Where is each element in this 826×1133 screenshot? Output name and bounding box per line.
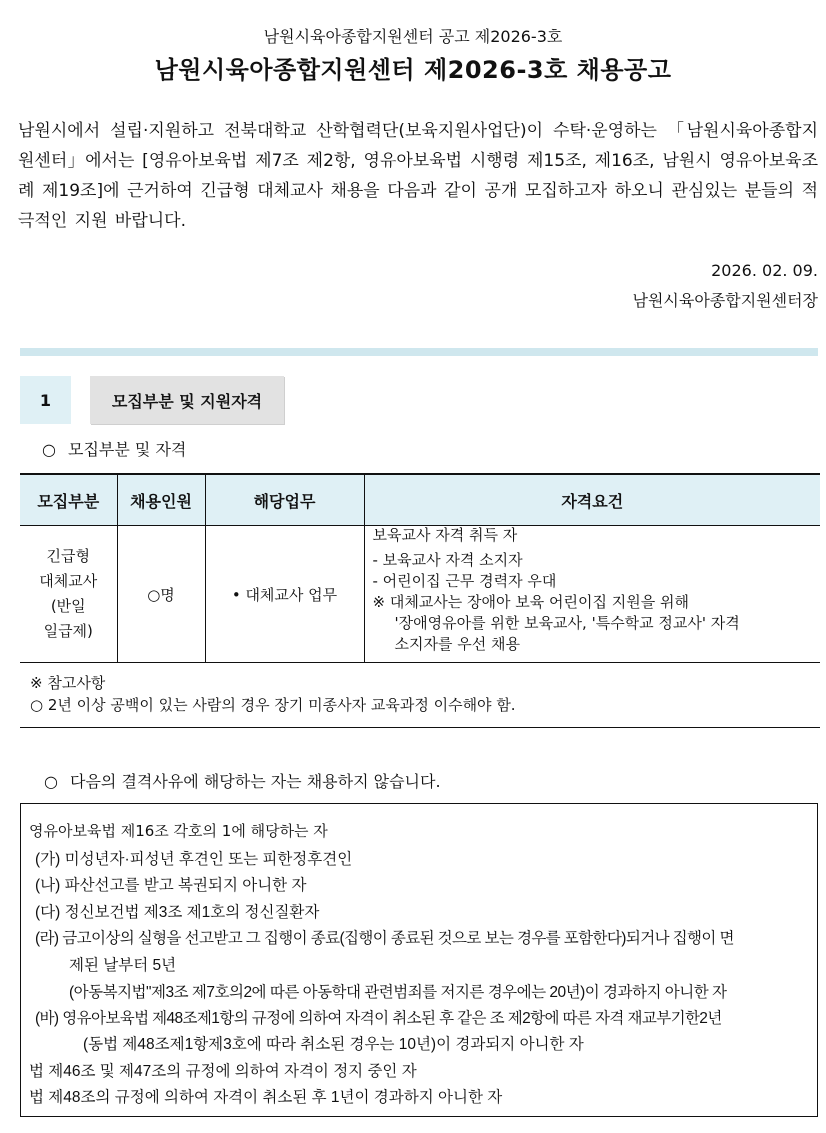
- disqualification-item: (라) 금고이상의 실형을 선고받고 그 집행이 종료(집행이 종료된 것으로 보는 경우를 포함한다)되거나 집행이 면: [35, 930, 734, 947]
- disqualification-item: (아동복지법"제3조 제7호의2에 따른 아동학대 관련범죄를 저지른 경우에는 20년)이 경과하지 아니한 자: [69, 984, 727, 1001]
- disqualification-bullet: [44, 769, 441, 792]
- recruit-bullet-text: 모집부분 및 자격: [68, 440, 187, 459]
- requirement-line: - 보육교사 자격 소지자: [372, 551, 523, 569]
- notes-divider: [20, 727, 820, 728]
- section-divider-bar: [20, 348, 818, 356]
- section-number: 1: [20, 376, 71, 424]
- notes-block: [20, 672, 820, 716]
- cell-category: [20, 526, 117, 663]
- table-row: [20, 526, 820, 663]
- col-header-requirements: 자격요건: [364, 474, 820, 526]
- col-header-duty: 해당업무: [205, 474, 364, 526]
- requirement-line: '장애영유아를 위한 보육교사, '특수학교 정교사' 자격: [394, 614, 740, 632]
- notes-item: ○ 2년 이상 공백이 있는 사람의 경우 장기 미종사자 교육과정 이수해야 함.: [30, 696, 516, 714]
- notice-date: 2026. 02. 09.: [711, 261, 818, 280]
- disqualification-item: 법 제46조 및 제47조의 규정에 의하여 자격이 정지 중인 자: [29, 1063, 417, 1080]
- disqualification-item: (나) 파산선고를 받고 복권되지 아니한 자: [35, 877, 307, 894]
- requirement-line: - 어린이집 근무 경력자 우대: [372, 572, 557, 590]
- disqualification-item: (바) 영유아보육법 제48조제1항의 규정에 의하여 자격이 취소된 후 같은 조 제2항에 따른 자격 재교부기한2년: [35, 1010, 722, 1027]
- requirement-line: ※ 대체교사는 장애아 보육 어린이집 지원을 위해: [372, 593, 689, 611]
- notice-number: 남원시육아종합지원센터 공고 제2026-3호: [263, 27, 563, 46]
- disqualification-lead: 영유아보육법 제16조 각호의 1에 해당하는 자: [29, 822, 328, 840]
- disqualification-heading: 다음의 결격사유에 해당하는 자는 채용하지 않습니다.: [70, 772, 441, 791]
- disqualification-item: (다) 정신보건법 제3조 제1호의 정신질환자: [35, 904, 320, 921]
- disqualification-item: (가) 미성년자·피성년 후견인 또는 피한정후견인: [35, 851, 353, 868]
- category-line: (반일: [50, 597, 86, 615]
- circle-bullet-icon: ○: [44, 772, 58, 791]
- issuer-name: 남원시육아종합지원센터장: [632, 291, 818, 310]
- disqualification-item: (동법 제48조제1항제3호에 따라 취소된 경우는 10년)이 경과되지 아니한 자: [83, 1036, 584, 1053]
- table-header-row: [20, 474, 820, 526]
- category-line: 긴급형: [46, 547, 90, 565]
- disqualification-box: [20, 803, 818, 1117]
- category-line: 대체교사: [39, 572, 98, 590]
- requirement-line: 보육교사 자격 취득 자: [372, 526, 518, 544]
- cell-duty: • 대체교사 업무: [205, 526, 364, 663]
- col-header-category: 모집부분: [20, 474, 117, 526]
- col-header-count: 채용인원: [117, 474, 205, 526]
- section-title: 모집부분 및 지원자격: [90, 376, 284, 424]
- recruit-bullet: [42, 437, 186, 460]
- page-title: 남원시육아종합지원센터 제2026-3호 채용공고: [154, 56, 672, 84]
- circle-bullet-icon: ○: [42, 440, 56, 459]
- disqualification-item: 제된 날부터 5년: [69, 957, 177, 974]
- category-line: 일급제): [43, 622, 93, 640]
- disqualification-item: 법 제48조의 규정에 의하여 자격이 취소된 후 1년이 경과하지 아니한 자: [29, 1089, 503, 1106]
- recruit-table: [20, 473, 820, 663]
- requirement-line: 소지자를 우선 채용: [394, 635, 520, 653]
- cell-requirements: [364, 526, 820, 663]
- cell-count: ○명: [117, 526, 205, 663]
- intro-paragraph: 남원시에서 설립·지원하고 전북대학교 산학협력단(보육지원사업단)이 수탁·운영하는 「남원시육아종합지원센터」에서는 [영유아보육법 제7조 제2항, 영유아보육법 시행령 제15조, 제16조, 남원시 영유아보육조례 제19조]에 근거하여 긴급형 대체교사 채용을 다음과 같이 공개 모집하고자 하오니 관심있는 분들의 적극적인 지원 바랍니다.: [18, 121, 818, 231]
- notes-heading: ※ 참고사항: [30, 674, 106, 692]
